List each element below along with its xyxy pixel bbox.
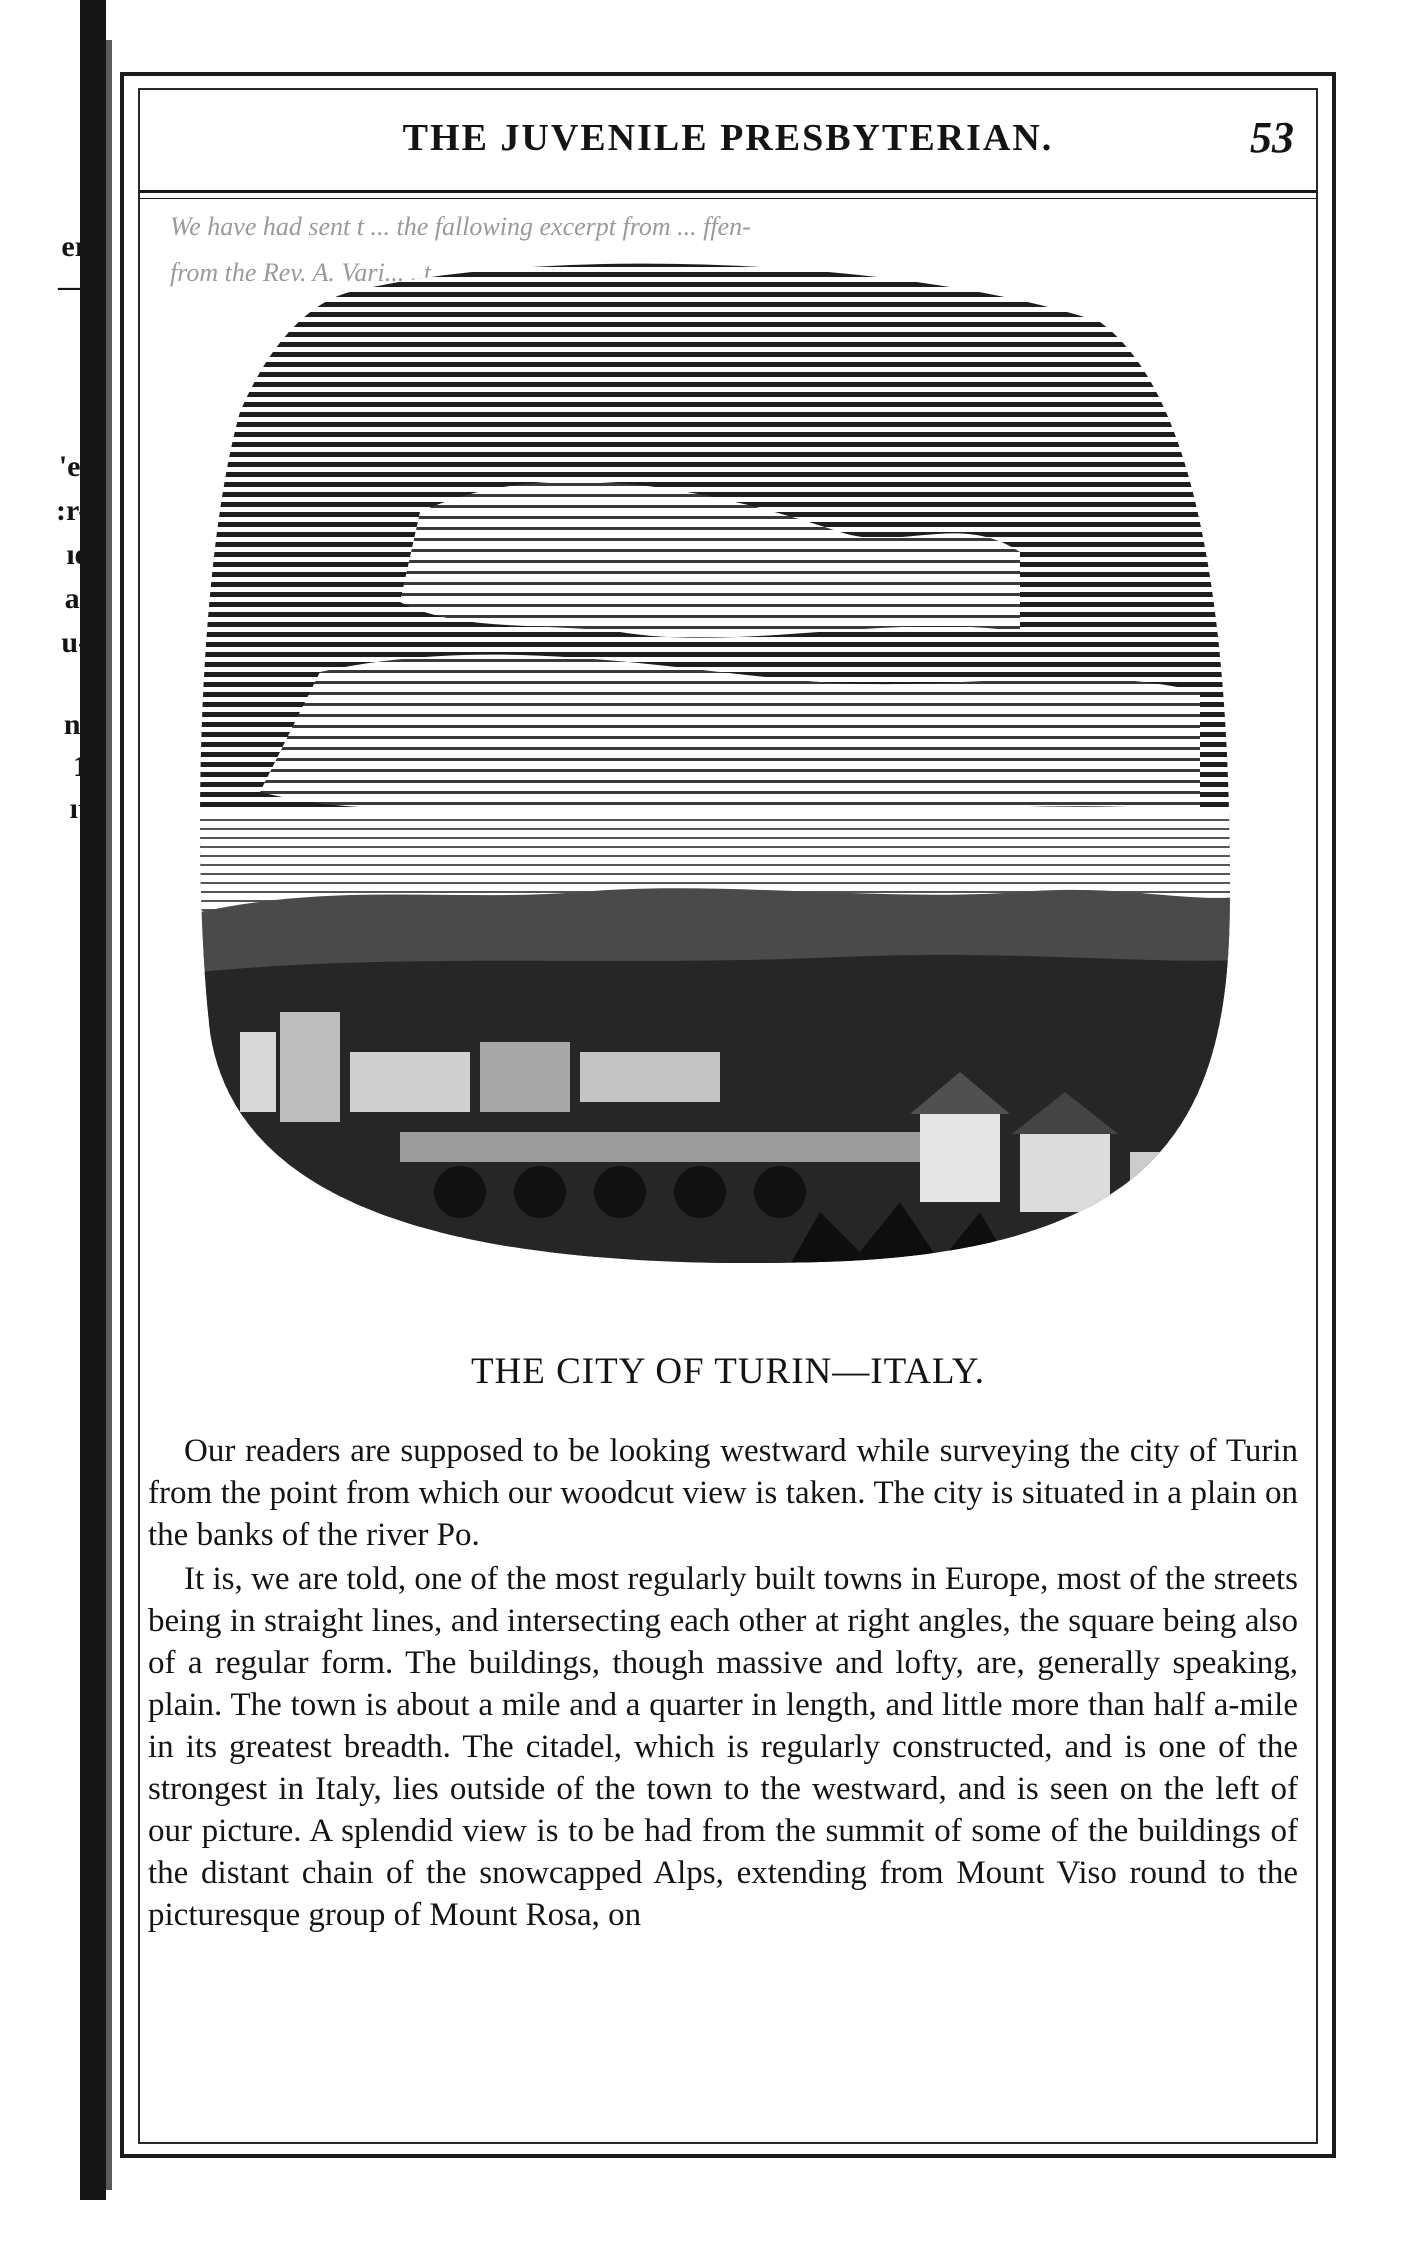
- illustration-caption: THE CITY OF TURIN—ITALY.: [470, 1351, 986, 1392]
- margin-fragment: ıt: [69, 792, 88, 825]
- margin-fragment: n,: [63, 708, 88, 741]
- margin-fragment: 'e,: [58, 450, 88, 483]
- margin-fragment: er: [61, 230, 88, 263]
- running-title: THE JUVENILE PRESBYTERIAN.: [402, 117, 1054, 159]
- margin-fragment: —: [58, 270, 88, 303]
- page-number: 53: [1250, 113, 1294, 162]
- margin-fragment: 1: [73, 750, 88, 783]
- bleed-through-text: from the Rev. A. Vari... ..t: [170, 258, 431, 287]
- header-rule: [138, 190, 1318, 193]
- margin-fragment: :r-: [56, 494, 89, 527]
- bleed-through-text: We have had sent t ... the fallowing excerpt from ... ffen-: [170, 212, 751, 241]
- margin-fragment: al: [64, 582, 88, 615]
- binding-spine: [80, 0, 106, 2200]
- article-paragraph: It is, we are told, one of the most regularly built towns in Europe, most of the streets being in straight lines, and intersecting each other at right angles, the square being also of a regular form. The buildings, though massive and lofty, are, generally speaking, plain. The town is about a mile and a quarter in length, and little more than half a-mile in its greatest breadth. The citadel, which is regularly constructed, and is one of the strongest in Italy, lies outside of the town to the westward, and is seen on the left of our picture. A splendid view is to be had from the summit of some of the buildings of the distant chain of the snowcapped Alps, extending from Mount Viso round to the picturesque group of Mount Rosa, on: [148, 1561, 1298, 1933]
- margin-fragment: u-: [61, 626, 88, 659]
- article-body: [148, 1430, 1298, 1938]
- binding-shadow: [106, 40, 112, 2190]
- header-rule-thin: [138, 198, 1318, 199]
- margin-fragment: ıe: [66, 538, 88, 571]
- article-paragraph: Our readers are supposed to be looking westward while surveying the city of Turin from the point from which our woodcut view is taken. The city is situated in a plain on the banks of the river Po.: [148, 1433, 1298, 1553]
- turin-woodcut-illustration: [200, 252, 1240, 1282]
- page-header: [140, 112, 1316, 186]
